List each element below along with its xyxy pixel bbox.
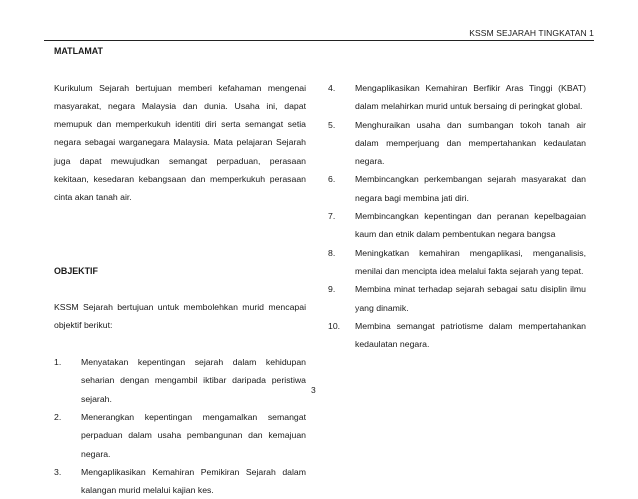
objective-text: Membincangkan perkembangan sejarah masyarakat dan negara bagi membina jati diri. (355, 174, 586, 203)
objective-number: 2. (54, 411, 62, 422)
objective-item (54, 353, 306, 408)
objektif-intro: KSSM Sejarah bertujuan untuk membolehkan murid mencapai objektif berikut: (54, 302, 306, 331)
objective-item (54, 408, 306, 463)
objective-item (328, 207, 586, 244)
objective-text: Membincangkan kepentingan dan peranan kepelbagaian kaum dan etnik dalam pembentukan negara bangsa (355, 211, 586, 240)
page-number: 3 (311, 385, 316, 395)
objective-text: Menerangkan kepentingan mengamalkan semangat perpaduan dalam usaha pembangunan dan kemajuan negara. (81, 411, 306, 459)
objective-text: Mengaplikasikan Kemahiran Berfikir Aras Tinggi (KBAT) dalam melahirkan murid untuk bersaing di peringkat global. (355, 83, 586, 112)
objective-number: 1. (54, 357, 62, 368)
objective-number: 3. (54, 466, 62, 477)
objective-text: Membina minat terhadap sejarah sebagai satu disiplin ilmu yang dinamik. (355, 284, 586, 313)
objective-item (328, 317, 586, 354)
right-column (328, 79, 586, 353)
objective-number: 4. (328, 83, 336, 93)
objective-text: Menyatakan kepentingan sejarah dalam kehidupan seharian dengan mengambil iktibar daripada peristiwa sejarah. (81, 357, 306, 404)
objective-item (328, 116, 586, 171)
objective-item (328, 79, 586, 116)
matlamat-paragraph: Kurikulum Sejarah bertujuan memberi kefahaman mengenai masyarakat, negara Malaysia dan dunia. Usaha ini, dapat memupuk dan memperkukuh identiti diri serta semangat setia negara sebagai warganegara Malaysia. Mata pelajaran Sejarah juga dapat mewujudkan semangat perpaduan, perasaan kekitaan, kesedaran kebangsaan dan memperkukuh perasaan cinta akan tanah air. (54, 82, 306, 203)
objective-number: 8. (328, 247, 336, 258)
objective-number: 10. (328, 320, 341, 331)
running-header: KSSM SEJARAH TINGKATAN 1 (469, 28, 594, 38)
objective-text: Mengaplikasikan Kemahiran Pemikiran Sejarah dalam kalangan murid melalui kajian kes. (81, 466, 306, 496)
objective-number: 6. (328, 174, 336, 185)
objective-text: Meningkatkan kemahiran mengaplikasi, menganalisis, menilai dan mencipta idea melalui fakta sejarah yang tepat. (355, 247, 586, 276)
objektif-heading: OBJEKTIF (54, 265, 98, 276)
objective-number: 5. (328, 119, 336, 130)
objective-item (328, 244, 586, 281)
objective-item (328, 280, 586, 317)
objective-item (328, 170, 586, 207)
matlamat-heading: MATLAMAT (54, 46, 103, 56)
objective-item (54, 463, 306, 499)
header-divider (44, 40, 594, 41)
objective-number: 7. (328, 211, 336, 222)
objective-text: Membina semangat patriotisme dalam mempertahankan kedaulatan negara. (355, 320, 586, 350)
objective-text: Menghuraikan usaha dan sumbangan tokoh tanah air dalam memperjuang dan mempertahankan kedaulatan negara. (355, 119, 586, 167)
objective-number: 9. (328, 284, 336, 295)
left-column (54, 42, 306, 499)
